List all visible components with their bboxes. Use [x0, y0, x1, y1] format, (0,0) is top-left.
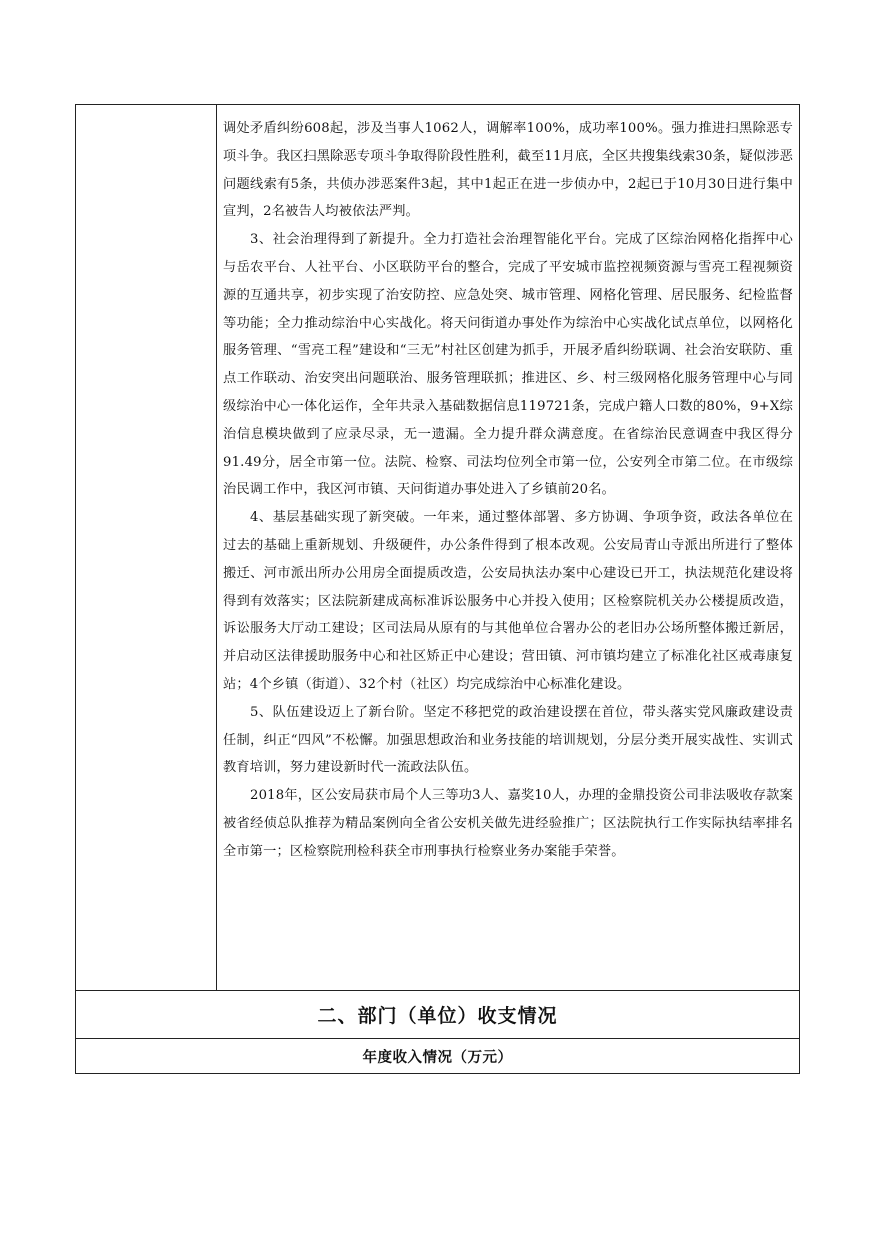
label-cell — [76, 105, 217, 991]
paragraph-awards-2018: 2018年，区公安局获市局个人三等功3人、嘉奖10人，办理的金鼎投资公司非法吸收存款案被省经侦总队推荐为精品案例向全省公安机关做先进经验推广；区法院执行工作实际执结率排名全市第一；区检察院刑检科获全市刑事执行检察业务办案能手荣誉。 — [223, 788, 793, 859]
paragraph-1: 调处矛盾纠纷608起，涉及当事人1062人，调解率100%，成功率100%。强力推进扫黑除恶专项斗争。我区扫黑除恶专项斗争取得阶段性胜利，截至11月底，全区共搜集线索30条，疑似涉恶问题线索有5条，共侦办涉恶案件3起，其中1起正在进一步侦办中，2起已于10月30日进行集中宣判，2名被告人均被依法严判。 — [223, 121, 793, 220]
document-table — [75, 104, 800, 1074]
content-row — [76, 105, 800, 991]
work-summary-text — [217, 105, 799, 866]
section-title: 二、部门（单位）收支情况 — [76, 991, 800, 1039]
paragraph-social-governance: 3、社会治理得到了新提升。全力打造社会治理智能化平台。完成了区综治网格化指挥中心与岳农平台、人社平台、小区联防平台的整合，完成了平安城市监控视频资源与雪亮工程视频资源的互通共享，初步实现了治安防控、应急处突、城市管理、网格化管理、居民服务、纪检监督等功能；全力推动综治中心实战化。将天问街道办事处作为综治中心实战化试点单位，以网格化服务管理、“雪亮工程”建设和“三无”村社区创建为抓手，开展矛盾纠纷联调、社会治安联防、重点工作联动、治安突出问题联治、服务管理联抓；推进区、乡、村三级网格化服务管理中心与同级综治中心一体化运作，全年共录入基础数据信息119721条，完成户籍人口数的80%，9+X综治信息模块做到了应录尽录，无一遗漏。全力提升群众满意度。在省综治民意调查中我区得分91.49分，居全市第一位。法院、检察、司法均位列全市第一位，公安列全市第二位。在市级综治民调工作中，我区河市镇、天问街道办事处进入了乡镇前20名。 — [223, 232, 793, 498]
paragraph-grassroots: 4、基层基础实现了新突破。一年来，通过整体部署、多方协调、争项争资，政法各单位在过去的基础上重新规划、升级硬件，办公条件得到了根本改观。公安局青山寺派出所进行了整体搬迁、河市派出所办公用房全面提质改造，公安局执法办案中心建设已开工，执法规范化建设将得到有效落实；区法院新建成高标准诉讼服务中心并投入使用；区检察院机关办公楼提质改造，诉讼服务大厅动工建设；区司法局从原有的与其他单位合署办公的老旧办公场所整体搬迁新居，并启动区法律援助服务中心和社区矫正中心建设；营田镇、河市镇均建立了标准化社区戒毒康复站；4个乡镇（街道）、32个村（社区）均完成综治中心标准化建设。 — [223, 510, 793, 692]
paragraph-team-building: 5、队伍建设迈上了新台阶。坚定不移把党的政治建设摆在首位，带头落实党风廉政建设责任制，纠正“四风”不松懈。加强思想政治和业务技能的培训规划，分层分类开展实战性、实训式教育培训，努力建设新时代一流政法队伍。 — [223, 704, 793, 776]
subsection-row — [76, 1039, 800, 1074]
section-row — [76, 991, 800, 1039]
subsection-title: 年度收入情况（万元） — [76, 1039, 800, 1074]
content-cell — [217, 105, 800, 991]
